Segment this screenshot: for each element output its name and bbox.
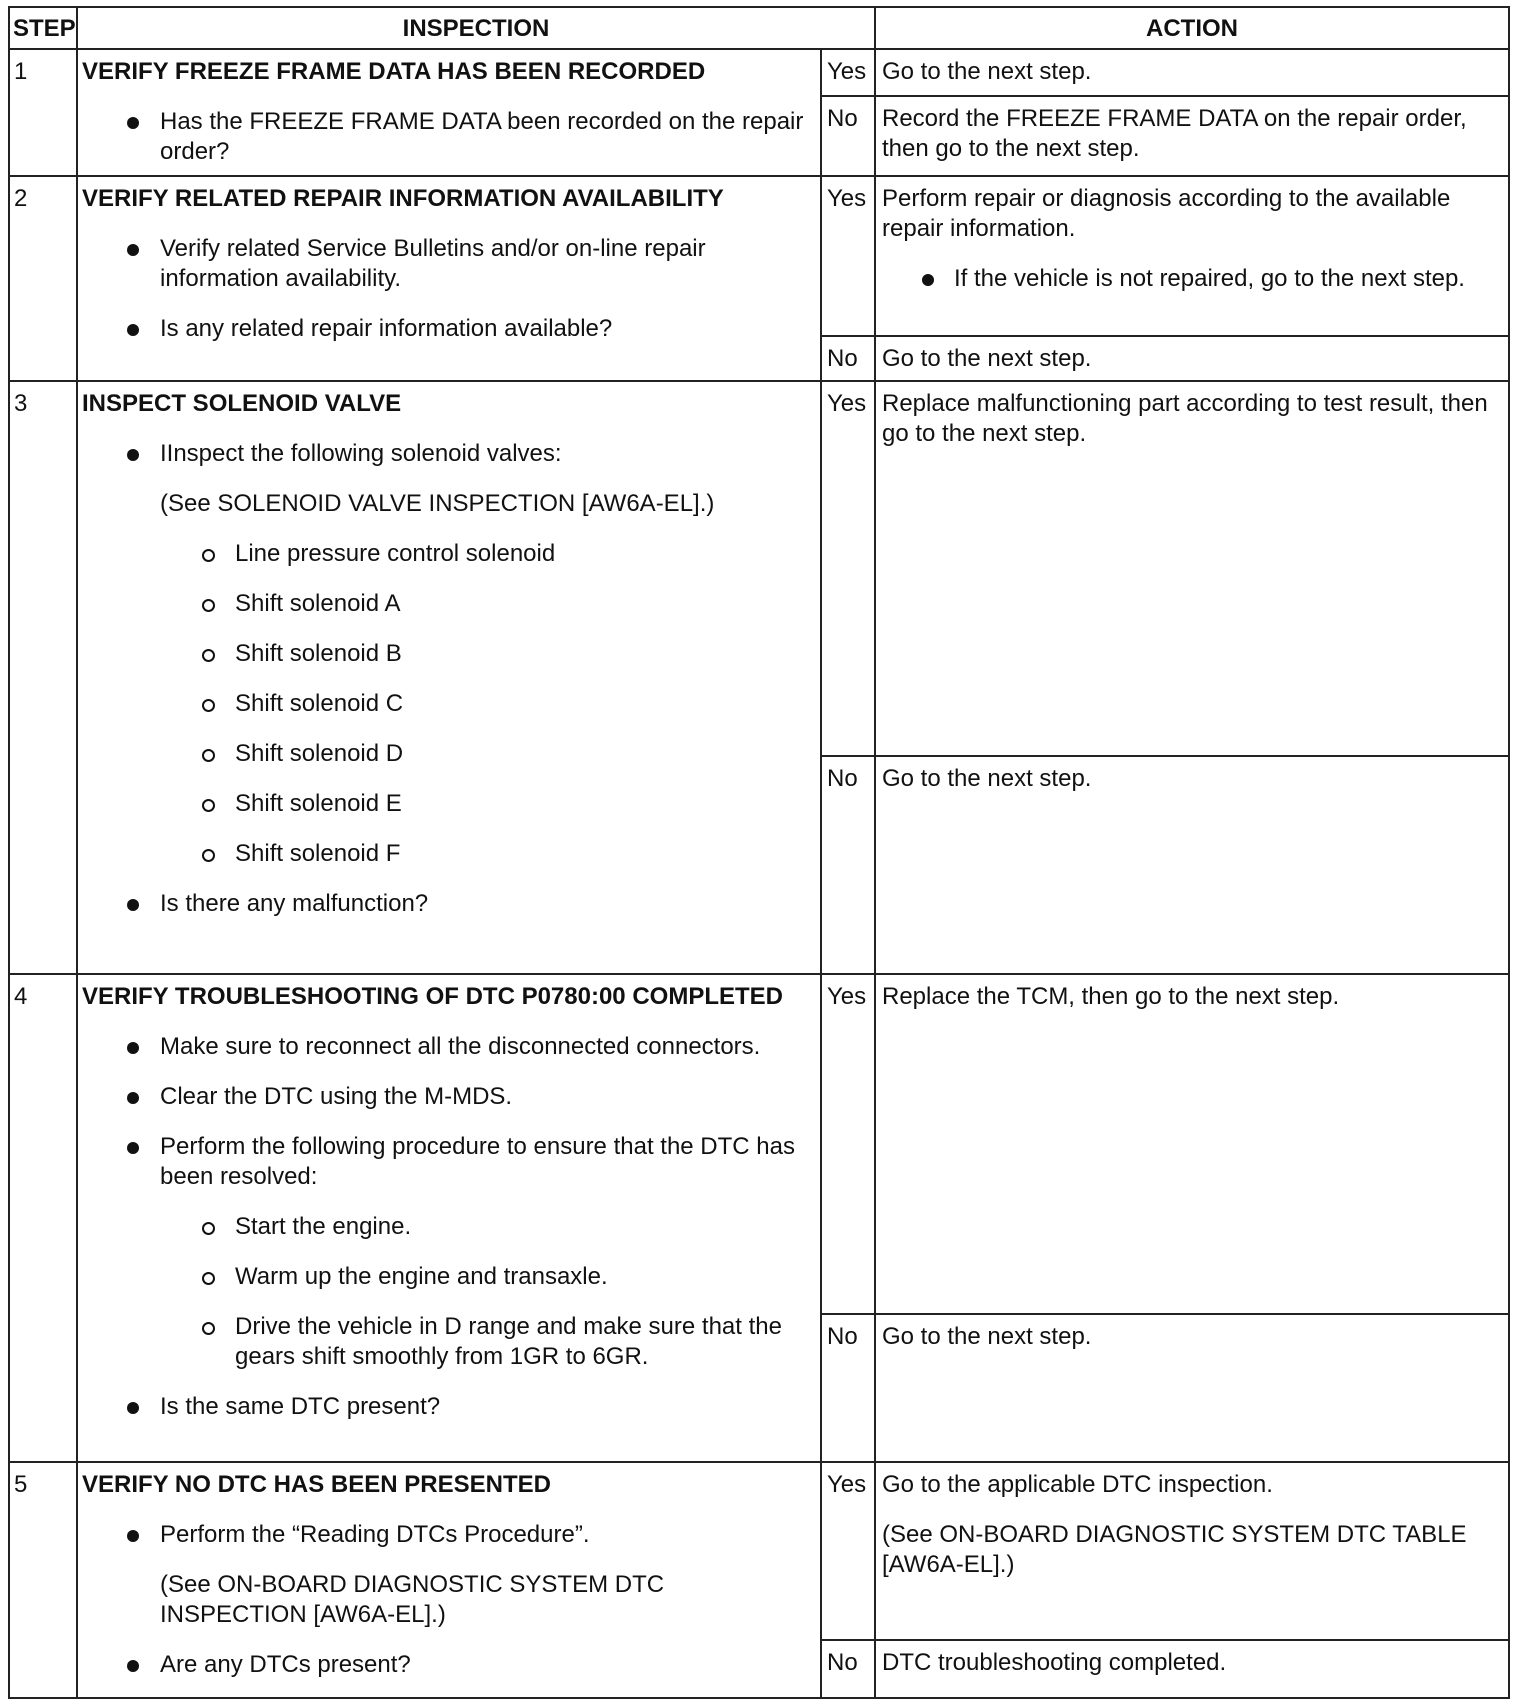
yes-action: Go to the applicable DTC inspection. <box>882 1471 1273 1498</box>
yes-label: Yes <box>821 176 875 336</box>
inspection-question: Is the same DTC present? <box>82 1392 816 1422</box>
sub-item: Line pressure control solenoid <box>82 539 816 569</box>
no-label: No <box>821 1640 875 1698</box>
step-2-yes-row <box>9 176 1509 336</box>
inspection-title: VERIFY RELATED REPAIR INFORMATION AVAILABILITY <box>82 185 724 212</box>
inspection-bullet: Make sure to reconnect all the disconnected connectors. <box>82 1032 816 1062</box>
step-3-yes-row <box>9 381 1509 756</box>
inspection-cell <box>77 176 821 381</box>
troubleshooting-table <box>8 6 1510 1699</box>
header-row <box>9 7 1509 49</box>
inspection-bullet: Clear the DTC using the M-MDS. <box>82 1082 816 1112</box>
inspection-title: INSPECT SOLENOID VALVE <box>82 390 402 417</box>
no-label: No <box>821 336 875 381</box>
step-number: 5 <box>9 1462 77 1698</box>
inspection-cell <box>77 381 821 974</box>
inspection-title: VERIFY FREEZE FRAME DATA HAS BEEN RECORDED <box>82 58 706 85</box>
sub-item: Start the engine. <box>82 1212 816 1242</box>
sub-item: Shift solenoid E <box>82 789 816 819</box>
inspection-bullet: Perform the following procedure to ensure that the DTC has been resolved: <box>82 1132 816 1192</box>
sub-item: Shift solenoid C <box>82 689 816 719</box>
reference-note: (See SOLENOID VALVE INSPECTION [AW6A-EL].) <box>160 490 715 517</box>
sub-item: Shift solenoid D <box>82 739 816 769</box>
yes-action-note: (See ON-BOARD DIAGNOSTIC SYSTEM DTC TABLE [AW6A-EL].) <box>882 1521 1467 1578</box>
step-number: 3 <box>9 381 77 974</box>
inspection-cell <box>77 974 821 1462</box>
reference-note: (See ON-BOARD DIAGNOSTIC SYSTEM DTC INSPECTION [AW6A-EL].) <box>160 1571 665 1628</box>
inspection-cell <box>77 1462 821 1698</box>
yes-label: Yes <box>821 381 875 756</box>
header-action: ACTION <box>875 7 1509 49</box>
inspection-cell <box>77 49 821 176</box>
inspection-bullet: Perform the “Reading DTCs Procedure”. <box>82 1520 816 1550</box>
yes-label: Yes <box>821 49 875 96</box>
sub-item: Shift solenoid A <box>82 589 816 619</box>
step-number: 4 <box>9 974 77 1462</box>
header-inspection: INSPECTION <box>77 7 875 49</box>
no-action: DTC troubleshooting completed. <box>875 1640 1509 1698</box>
sub-item: Shift solenoid B <box>82 639 816 669</box>
inspection-bullet: Verify related Service Bulletins and/or on-line repair information availability. <box>82 234 816 294</box>
step-number: 2 <box>9 176 77 381</box>
yes-action: Replace the TCM, then go to the next step. <box>875 974 1509 1314</box>
no-action: Record the FREEZE FRAME DATA on the repair order, then go to the next step. <box>875 96 1509 176</box>
sub-item: Warm up the engine and transaxle. <box>82 1262 816 1292</box>
no-label: No <box>821 756 875 974</box>
yes-action-cell <box>875 176 1509 336</box>
step-5-yes-row <box>9 1462 1509 1640</box>
yes-label: Yes <box>821 1462 875 1640</box>
no-action: Go to the next step. <box>875 756 1509 974</box>
step-number: 1 <box>9 49 77 176</box>
inspection-title: VERIFY NO DTC HAS BEEN PRESENTED <box>82 1471 551 1498</box>
inspection-question: Is there any malfunction? <box>82 889 816 919</box>
no-action: Go to the next step. <box>875 1314 1509 1462</box>
no-action: Go to the next step. <box>875 336 1509 381</box>
yes-action-cell <box>875 1462 1509 1640</box>
no-label: No <box>821 96 875 176</box>
header-step: STEP <box>9 7 77 49</box>
sub-item: Shift solenoid F <box>82 839 816 869</box>
inspection-question: Is any related repair information available? <box>82 314 816 344</box>
inspection-bullet: IInspect the following solenoid valves: <box>82 439 816 469</box>
yes-action: Perform repair or diagnosis according to the available repair information. <box>882 185 1451 242</box>
no-label: No <box>821 1314 875 1462</box>
inspection-question: Has the FREEZE FRAME DATA been recorded on the repair order? <box>82 107 816 167</box>
yes-action: Go to the next step. <box>875 49 1509 96</box>
inspection-question: Are any DTCs present? <box>82 1650 816 1680</box>
yes-label: Yes <box>821 974 875 1314</box>
inspection-title: VERIFY TROUBLESHOOTING OF DTC P0780:00 COMPLETED <box>82 983 783 1010</box>
yes-action-bullet: If the vehicle is not repaired, go to the next step. <box>882 264 1504 294</box>
step-1-yes-row <box>9 49 1509 96</box>
step-4-yes-row <box>9 974 1509 1314</box>
yes-action: Replace malfunctioning part according to test result, then go to the next step. <box>875 381 1509 756</box>
sub-item: Drive the vehicle in D range and make sure that the gears shift smoothly from 1GR to 6GR. <box>82 1312 816 1372</box>
